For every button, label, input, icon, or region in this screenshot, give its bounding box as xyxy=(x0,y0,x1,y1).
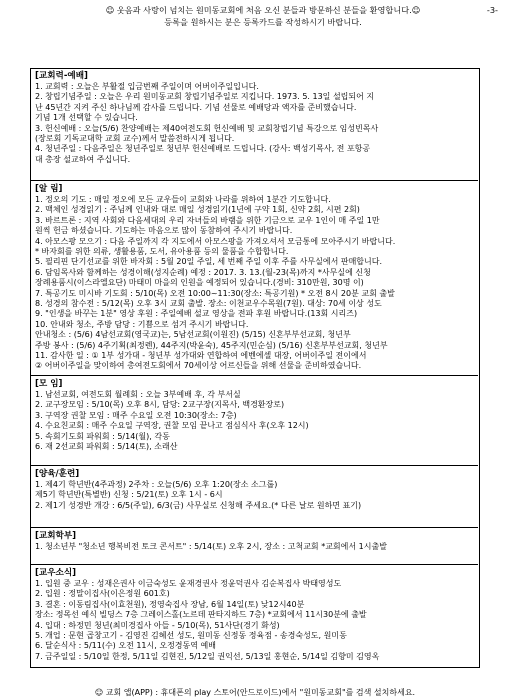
announcement-line: 2. 입원 : 정말이집사(이은정원 601호) xyxy=(35,589,170,599)
section-3 xyxy=(30,465,478,528)
section-title: [알 림] xyxy=(35,184,63,194)
announcement-line: 2. 교구장모임 : 5/10(목) 오후 8시, 담당: 2교구장(지목사, 백경환장로) xyxy=(35,400,285,410)
section-title: [교우소식] xyxy=(35,568,77,578)
announcement-line: 3. 헌신예배 : 오늘(5/6) 찬양예배는 제40여전도회 헌신예배 및 교회창립기념 특강으로 임성빈목사 xyxy=(35,123,379,133)
section-1 xyxy=(30,180,478,376)
announcement-line: 4. 수요친교회 : 매주 수요일 구역장, 권찰 모임 끝나고 점심식사 후(오후 12시) xyxy=(35,421,309,431)
section-title: [교회학부] xyxy=(35,531,77,541)
announcement-line: 6. 담임목사와 함께하는 성경이해(성지순례) 예정 : 2017. 3. 13.(월-23(목)까지 *사무실에 신청 xyxy=(35,267,371,277)
announcement-line: 원씩 헌금 하셨습니다. 기도하는 마음으로 많이 동참하여 주시기 바랍니다. xyxy=(35,226,293,236)
announcement-line: 1. 남선교회, 여전도회 월례회 : 오늘 3부예배 후, 각 부서실 xyxy=(35,390,241,399)
announcement-line: 8. 성경의 참수전 : 5/12(목) 오후 3시 교회 출발. 장소: 이천교우수목원(7원). 대상: 70세 이상 성도 xyxy=(35,299,382,308)
bulletin-header xyxy=(28,4,498,28)
announcement-line: 7. 금주일일 : 5/10일 한정, 5/11일 김현진, 5/12일 권익선, 5/13일 홍현순, 5/14일 김향미 김영옥 xyxy=(35,651,380,661)
section-4 xyxy=(30,527,478,565)
announcement-line: 4. 아모스팡 모으기 : 다음 주일까지 각 지도에서 아모스팡을 가져오셔서 모금통에 모아주시기 바랍니다. xyxy=(35,236,396,246)
announcement-line: 6. 재 2선교회 파워회 : 5/14(토), 소래산 xyxy=(35,442,178,451)
announcement-line: (장로회 기독교대학 교회 교수)께서 말씀전하시게 됩니다. xyxy=(35,134,235,143)
announcement-line: 대 총장 설교하여 주십니다. xyxy=(35,154,131,164)
app-notice: ☺ 교회 앱(APP) : 휴대폰의 play 스토어(안드로이드)에서 "원미동교회"를 검색 설치하세요. xyxy=(94,688,416,697)
announcement-line: 2. 창립기념주일 : 오늘은 우리 원미동교회 창립기념주일로 지킵니다. 1973. 5. 13일 설립되어 지 xyxy=(35,92,375,102)
announcement-line: 1. 입원 중 교우 : 성재은권사 이금숙성도 윤재경권사 정윤덕권사 김순복집사 박태영성도 xyxy=(35,579,342,588)
announcement-line: 난 45년간 지켜 주신 하나님께 감사를 드립니다. 기념 선물로 예배당과 액자를 준비했습니다. xyxy=(35,102,357,112)
announcement-line: 장소: 정목선 예식 빌딩스 7층 그레이스홀(노르데 판타지하드 7층) *교회에서 11시30분에 출발 xyxy=(35,610,367,620)
announcement-line: 1. 교회력 : 오늘은 부활절 입금번째 주일이며 어버이주일입니다. xyxy=(35,82,259,91)
section-title: [교회력-예배] xyxy=(35,71,88,81)
announcement-line: 5. 속회기도회 파워회 : 5/14(월), 각동 xyxy=(35,431,170,441)
announcement-line: 5. 개업 : 문현 곱창고기 - 김영진 김혜선 성도, 원미동 신정동 정육점 - 송경숙성도, 원미동 xyxy=(35,631,347,640)
announcement-line: * 바자회를 위한 의류, 생활용품, 도서, 유아용품 등의 물품을 수합합니다. xyxy=(35,247,289,256)
announcement-line: 안내청소 : (5/6) 4남선교회(영국교)는, 5남선교회(이원진) (5/15) 신혼부부선교회, 청년부 xyxy=(35,330,351,340)
registration-message: 등록을 원하시는 분은 등록카드를 작성하시기 바랍니다. xyxy=(164,17,362,27)
announcement-line: 1. 정오의 기도 : 매일 정오에 모든 교우들이 교회와 나라를 위하여 1분간 기도합니다. xyxy=(35,195,331,204)
announcement-line: 3. 구역장 권찰 모임 : 매주 수요일 오전 10:30(장소: 7층) xyxy=(35,410,237,420)
announcement-line: 6. 달순식사 : 5/11(수) 오전 11시, 오정경동역 예배 xyxy=(35,641,216,651)
announcement-line: 장례용품시(이스라엘요단) 마태미 마을의 인원을 예정되어 있습니다.(경비: 310만원, 30명 이) xyxy=(35,278,364,288)
announcement-line: 4. 청년주일 : 다음주일은 청년주일로 청년부 헌신예배로 드립니다. (강사: 백성기목사, 전 포항공 xyxy=(35,144,371,154)
announcement-line: 9. "인생을 바꾸는 1분" 영상 후원 : 주일예배 설교 영상을 전파 후원 바랍니다.(13회 시리즈) xyxy=(35,309,358,319)
section-2 xyxy=(30,375,478,466)
announcement-line: 1. 청소년부 "청소년 행복비전 토크 콘서트" : 5/14(토) 오후 2시, 장소 : 고척교회 *교회에서 1시출발 xyxy=(35,542,387,551)
announcement-line: ② 어버이주일을 맞이하여 총여전도회에서 70세이상 어르신들을 위해 선물을 준비하였습니다. xyxy=(35,361,362,371)
section-title: [모 임] xyxy=(35,379,63,389)
section-title: [양육/훈련] xyxy=(35,469,80,479)
welcome-message: ☺ 웃음과 사랑이 넘치는 원미동교회에 처음 오신 분들과 방문하신 분들을 환영합니다.☺ xyxy=(105,5,421,15)
page-number: -3- xyxy=(486,5,498,15)
announcement-line: 3. 결혼 : 이동림집사(이효천원), 정영숙집사 장남, 6월 14일(토) 낮12시40분 xyxy=(35,599,305,609)
announcement-line: 5. 필리핀 단기선교를 위한 바자회 : 5월 20일 주일, 세 번째 주일 이후 주를 사무실에서 판매합니다. xyxy=(35,257,383,267)
announcement-line: 기념 1개 선택할 수 있습니다. xyxy=(35,113,138,123)
announcement-line: 2. 제1기 성경반 개강 : 6/5(주일), 6/3(금) 사무실로 신청해 주세요.(* 다른 날로 원하면 표기) xyxy=(35,500,362,510)
announcement-line: 10. 안내와 청소, 주방 담당 : 기쁨으로 섬겨 주시기 바랍니다. xyxy=(35,319,249,329)
announcement-line: 11. 감사한 일 : ① 1부 성가대 - 청년부 성가대와 연합하여 에벤에셀 대장, 어버이주일 전이에서 xyxy=(35,351,367,360)
announcement-line: 3. 바르트론 : 지역 사회와 다음세대의 우리 자녀들의 바램을 위한 기금으로 교우 1인이 매 주일 1만 xyxy=(35,215,380,225)
announcement-line: 제5기 학년반(특별반) 신청 : 5/21(토) 오후 1시 - 6시 xyxy=(35,490,223,500)
announcement-line: 1. 제4기 학년반(4주과정) 2주차 : 오늘(5/6) 오후 1:20(장소 소그룹) xyxy=(35,480,278,489)
announcement-line: 2. 맥체인 성경읽기 : 주님께 인내와 대로 매일 성경읽기(1년에 구약 1회, 신약 2회, 시편 2회) xyxy=(35,205,360,215)
announcement-line: 4. 입대 : 하정민 청년(최미경집사 아들 - 5/10(목), 51사단(경기 화성) xyxy=(35,620,280,630)
section-5 xyxy=(30,564,478,667)
announcement-line: 7. 특공기도 미시바 기도회 : 5/10(목) 오전 10:00~11:30(장소: 특공기원) * 오전 8시 20분 교회 출발 xyxy=(35,288,395,298)
section-0 xyxy=(30,68,478,180)
announcement-line: 주방 봉사 : (5/6) 4주기획(최정렌), 44주지(박윤숙), 45주지(민순심) (5/16) 신혼부부선교회, 청년부 xyxy=(35,340,388,350)
